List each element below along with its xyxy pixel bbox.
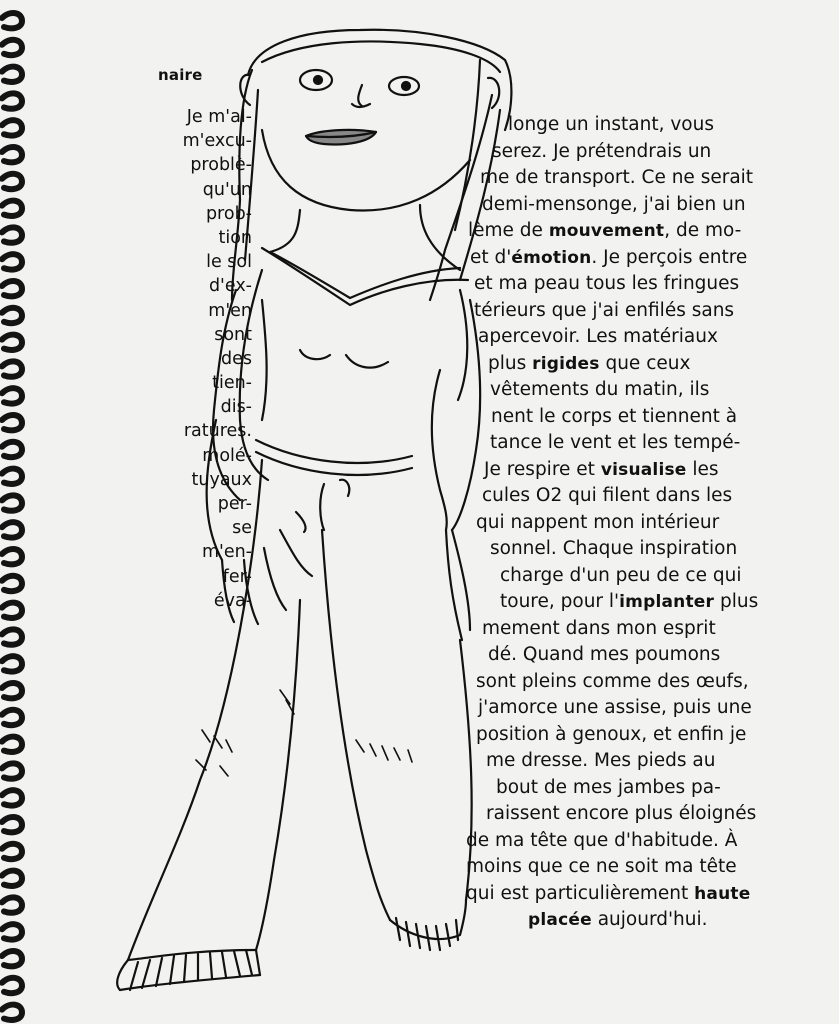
emphasized-word: émotion xyxy=(511,247,592,268)
text-line: prob- xyxy=(205,203,252,224)
line-text: tance le vent et les tempé- xyxy=(490,432,741,453)
text-line xyxy=(482,192,746,218)
line-text: et d' xyxy=(470,246,512,268)
left-text-column xyxy=(0,105,252,613)
text-line xyxy=(476,722,746,748)
line-text: , de mo- xyxy=(664,220,742,241)
text-line xyxy=(508,112,714,138)
text-line: se xyxy=(232,518,252,539)
line-text: sonnel. Chaque inspiration xyxy=(490,538,738,559)
line-text: demi-mensonge, j'ai bien un xyxy=(482,193,746,215)
emphasized-word: rigides xyxy=(532,353,600,374)
line-text: nent le corps et tiennent à xyxy=(491,405,738,427)
text-line xyxy=(482,616,716,642)
line-text: toure, pour l' xyxy=(500,591,620,612)
text-line xyxy=(466,828,737,854)
text-line xyxy=(466,854,737,880)
text-line: le sol xyxy=(206,252,252,273)
line-text: apercevoir. Les matériaux xyxy=(478,326,718,347)
text-line: des xyxy=(221,348,252,369)
text-line xyxy=(478,695,752,721)
text-line xyxy=(500,563,741,589)
text-line: sont xyxy=(214,324,252,345)
line-text: les xyxy=(686,458,719,480)
emphasized-word: placée xyxy=(528,910,592,930)
text-line xyxy=(490,430,740,456)
text-line: m'en xyxy=(208,300,252,321)
text-line: molé- xyxy=(202,445,252,466)
line-text: longe un instant, vous xyxy=(508,114,714,135)
text-line: m'en- xyxy=(201,542,252,563)
emphasized-word: visualise xyxy=(600,459,687,480)
text-line xyxy=(484,457,719,483)
text-line: problè- xyxy=(190,155,252,176)
line-text: aujourd'hui. xyxy=(591,909,708,930)
text-line xyxy=(490,377,709,403)
text-line: tion xyxy=(218,227,252,248)
text-line xyxy=(491,404,737,430)
text-line xyxy=(466,881,750,907)
line-text: vêtements du matin, ils xyxy=(490,379,710,400)
text-line: d'ex- xyxy=(208,276,252,297)
text-line: fer- xyxy=(222,566,252,587)
text-line xyxy=(488,351,690,377)
line-text: sont pleins comme des œufs, xyxy=(476,670,749,692)
text-line: per- xyxy=(217,494,252,514)
text-line xyxy=(474,271,739,297)
line-text: moins que ce ne soit ma tête xyxy=(466,856,737,877)
text-line xyxy=(468,218,741,244)
text-line: ratures. xyxy=(183,421,252,442)
line-text: me dresse. Mes pieds au xyxy=(486,750,716,771)
text-line xyxy=(528,907,708,933)
line-text: qui est particulièrement xyxy=(466,882,695,904)
line-text: me de transport. Ce ne serait xyxy=(480,167,754,188)
text-line xyxy=(488,642,720,668)
text-line: Je m'al- xyxy=(186,107,252,127)
text-line xyxy=(496,775,721,801)
line-text: térieurs que j'ai enfilés sans xyxy=(474,299,735,321)
line-text: charge d'un peu de ce qui xyxy=(500,564,742,586)
emphasized-word: implanter xyxy=(619,592,715,612)
text-line xyxy=(476,669,749,695)
text-line xyxy=(490,536,737,562)
text-line xyxy=(478,324,718,350)
emphasized-word: mouvement xyxy=(548,221,665,241)
text-line xyxy=(500,589,758,615)
line-text: j'amorce une assise, puis une xyxy=(478,697,752,718)
line-text: serez. Je prétendrais un xyxy=(492,140,712,162)
line-text: position à genoux, et enfin je xyxy=(476,723,747,745)
text-line xyxy=(474,298,734,324)
text-line: tien- xyxy=(212,373,252,394)
line-text: de ma tête que d'habitude. À xyxy=(466,829,738,851)
line-text: plus xyxy=(488,352,533,374)
line-text: mement dans mon esprit xyxy=(482,617,716,639)
line-text: plus xyxy=(714,591,759,612)
emphasized-word: haute xyxy=(694,883,751,904)
line-text: que ceux xyxy=(599,352,691,374)
line-text: cules O2 qui filent dans les xyxy=(482,485,733,506)
text-line xyxy=(492,139,711,165)
section-heading: naire xyxy=(158,66,203,84)
line-text: et ma peau tous les fringues xyxy=(474,273,740,294)
line-text: qui nappent mon intérieur xyxy=(476,511,720,533)
line-text: bout de mes jambes pa- xyxy=(496,776,721,798)
text-line: tuyaux xyxy=(191,469,252,490)
text-line xyxy=(482,483,732,509)
text-line xyxy=(476,510,719,536)
line-text: . Je perçois entre xyxy=(591,246,748,268)
text-line xyxy=(486,801,756,827)
line-text: lème de xyxy=(468,220,549,241)
text-line xyxy=(486,748,715,774)
text-line: dis- xyxy=(220,397,252,418)
text-line xyxy=(480,165,753,191)
line-text: raissent encore plus éloignés xyxy=(486,803,757,824)
text-line xyxy=(470,245,747,271)
line-text: dé. Quand mes poumons xyxy=(488,644,721,665)
text-line: qu'un xyxy=(202,179,252,200)
line-text: Je respire et xyxy=(484,458,601,480)
text-line: m'excu- xyxy=(182,131,252,152)
text-line: éva- xyxy=(213,590,252,611)
